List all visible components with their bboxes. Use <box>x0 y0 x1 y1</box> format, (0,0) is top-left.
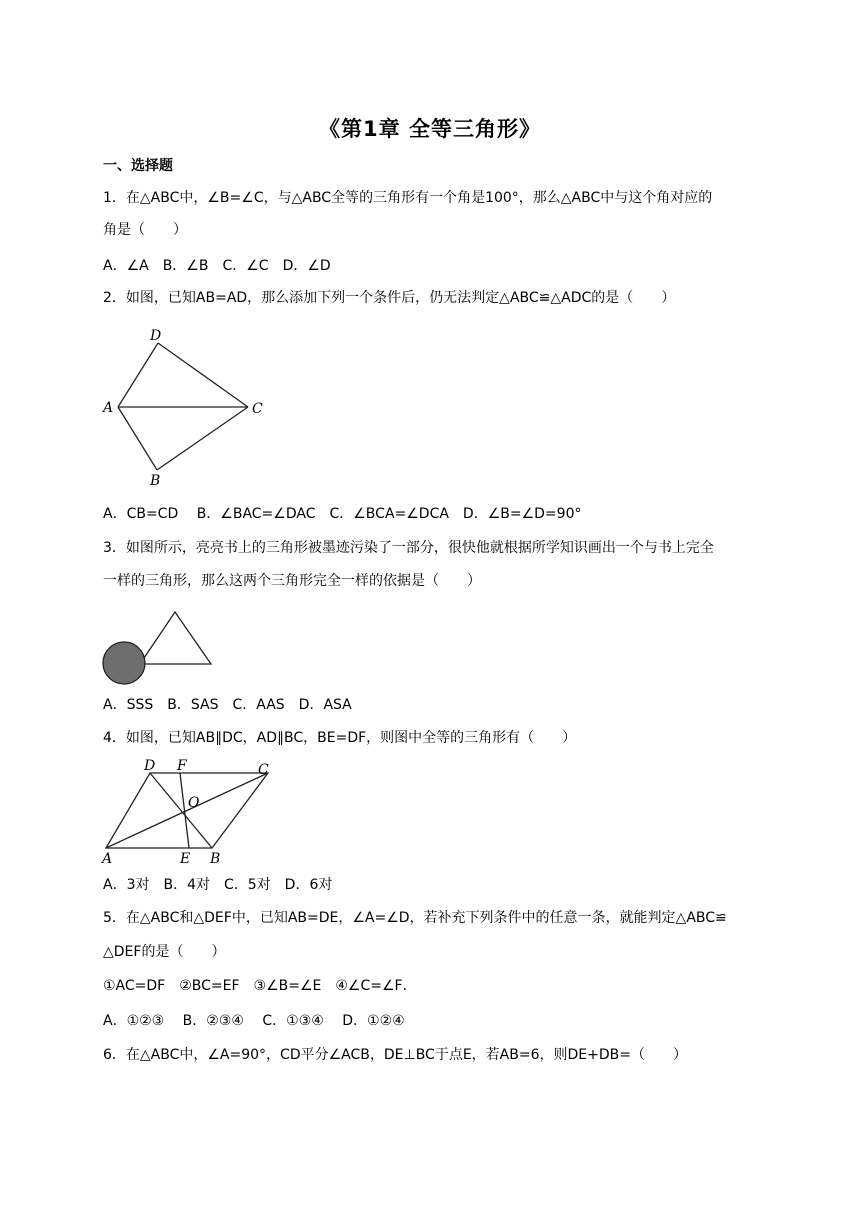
q3-options: A．SSS B．SAS C．AAS D．ASA <box>103 697 352 713</box>
q4-label-e: E <box>180 851 191 867</box>
q4-label-c: C <box>258 762 269 778</box>
q2-edge-dc <box>158 343 248 407</box>
q1-options: A．∠A B．∠B C．∠C D．∠D <box>103 258 331 274</box>
q2-stem: 2．如图，已知AB=AD，那么添加下列一个条件后，仍无法判定△ABC≌△ADC的是（ ） <box>103 290 676 306</box>
q2-edge-ab <box>118 407 157 470</box>
q4-options: A．3对 B．4对 C．5对 D．6对 <box>103 877 333 893</box>
q4-label-o: O <box>188 795 200 811</box>
q4-label-f: F <box>177 758 187 774</box>
q1-stem-line2: 角是（ ） <box>103 222 187 238</box>
q4-stem: 4．如图，已知AB∥DC，AD∥BC，BE=DF，则图中全等的三角形有（ ） <box>103 730 577 746</box>
q5-conditions: ①AC=DF ②BC=EF ③∠B=∠E ④∠C=∠F． <box>103 978 417 994</box>
q2-options: A．CB=CD B．∠BAC=∠DAC C．∠BCA=∠DCA D．∠B=∠D=90° <box>103 506 582 522</box>
q1-stem-line1: 1．在△ABC中，∠B=∠C，与△ABC全等的三角形有一个角是100°，那么△ABC中与这个角对应的 <box>103 190 713 206</box>
q4-label-a: A <box>102 851 113 867</box>
q6-stem: 6．在△ABC中，∠A=90°，CD平分∠ACB，DE⊥BC于点E，若AB=6，则DE+DB=（ ） <box>103 1047 687 1063</box>
q2-label-d: D <box>150 328 162 344</box>
q4-label-b: B <box>210 851 221 867</box>
section-heading: 一、选择题 <box>103 158 173 174</box>
q2-edge-ad <box>118 343 158 407</box>
q3-stem-line1: 3．如图所示，亮亮书上的三角形被墨迹污染了一部分，很快他就根据所学知识画出一个与书上完全 <box>103 540 714 556</box>
q2-label-b: B <box>150 473 161 489</box>
q5-options: A．①②③ B．②③④ C．①③④ D．①②④ <box>103 1013 405 1029</box>
q5-stem-line2: △DEF的是（ ） <box>103 944 226 960</box>
q3-triangle <box>140 612 211 664</box>
q4-parallelogram-figure <box>100 758 275 872</box>
q3-stem-line2: 一样的三角形，那么这两个三角形完全一样的依据是（ ） <box>103 573 481 589</box>
q2-kite-figure <box>100 325 270 494</box>
q3-ink-blot <box>103 642 145 684</box>
q2-edge-bc <box>157 407 248 470</box>
page-title: 《第1章 全等三角形》 <box>319 117 541 141</box>
q2-label-c: C <box>252 401 263 417</box>
q4-label-d: D <box>144 758 156 774</box>
q2-label-a: A <box>103 400 114 416</box>
q3-ink-triangle-figure <box>100 604 220 693</box>
q5-stem-line1: 5．在△ABC和△DEF中，已知AB=DE，∠A=∠D，若补充下列条件中的任意一条，就能判定△ABC≌ <box>103 910 727 926</box>
